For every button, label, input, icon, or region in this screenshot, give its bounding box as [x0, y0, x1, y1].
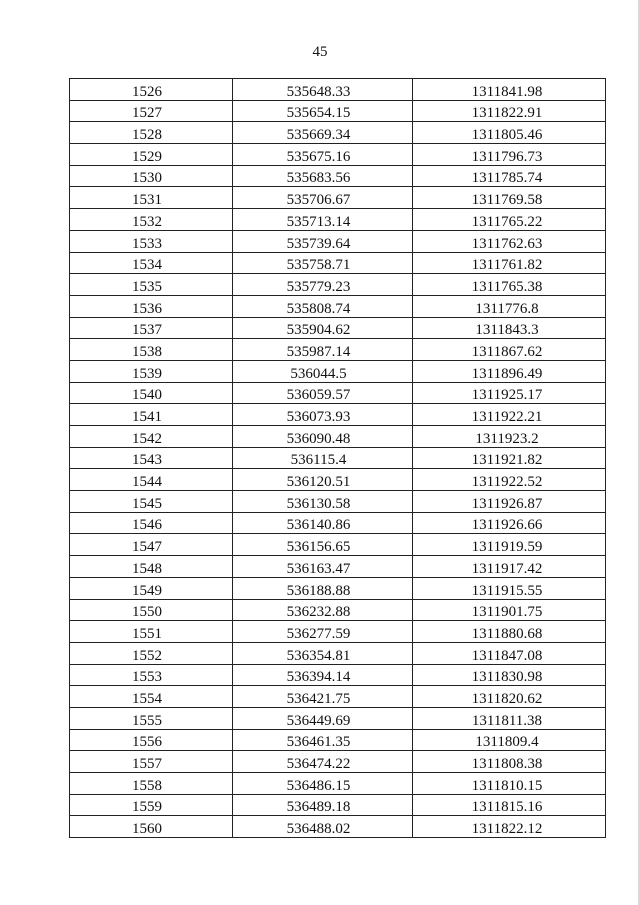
x-coordinate-cell: 536140.86	[233, 512, 413, 534]
point-number-cell: 1546	[70, 512, 233, 534]
table-row	[70, 79, 606, 101]
point-number-cell: 1544	[70, 469, 233, 491]
y-coordinate-cell: 1311841.98	[413, 79, 606, 101]
point-number-cell: 1539	[70, 360, 233, 382]
x-coordinate-cell: 535675.16	[233, 144, 413, 166]
point-number-cell: 1554	[70, 686, 233, 708]
x-coordinate-cell: 535654.15	[233, 100, 413, 122]
y-coordinate-cell: 1311796.73	[413, 144, 606, 166]
y-coordinate-cell: 1311926.66	[413, 512, 606, 534]
x-coordinate-cell: 536486.15	[233, 773, 413, 795]
x-coordinate-cell: 536044.5	[233, 360, 413, 382]
y-coordinate-cell: 1311761.82	[413, 252, 606, 274]
x-coordinate-cell: 536474.22	[233, 751, 413, 773]
y-coordinate-cell: 1311830.98	[413, 664, 606, 686]
point-number-cell: 1553	[70, 664, 233, 686]
x-coordinate-cell: 536461.35	[233, 729, 413, 751]
point-number-cell: 1536	[70, 295, 233, 317]
y-coordinate-cell: 1311769.58	[413, 187, 606, 209]
x-coordinate-cell: 536130.58	[233, 491, 413, 513]
table-row	[70, 274, 606, 296]
point-number-cell: 1527	[70, 100, 233, 122]
x-coordinate-cell: 535739.64	[233, 230, 413, 252]
point-number-cell: 1528	[70, 122, 233, 144]
table-row	[70, 773, 606, 795]
x-coordinate-cell: 535713.14	[233, 209, 413, 231]
point-number-cell: 1533	[70, 230, 233, 252]
table-row	[70, 122, 606, 144]
x-coordinate-cell: 536090.48	[233, 426, 413, 448]
table-row	[70, 426, 606, 448]
y-coordinate-cell: 1311762.63	[413, 230, 606, 252]
table-row	[70, 230, 606, 252]
y-coordinate-cell: 1311922.52	[413, 469, 606, 491]
table-row	[70, 209, 606, 231]
y-coordinate-cell: 1311811.38	[413, 707, 606, 729]
y-coordinate-cell: 1311785.74	[413, 165, 606, 187]
point-number-cell: 1543	[70, 447, 233, 469]
x-coordinate-cell: 535904.62	[233, 317, 413, 339]
y-coordinate-cell: 1311915.55	[413, 577, 606, 599]
x-coordinate-cell: 535808.74	[233, 295, 413, 317]
table-row	[70, 621, 606, 643]
table-row	[70, 339, 606, 361]
x-coordinate-cell: 536073.93	[233, 404, 413, 426]
point-number-cell: 1541	[70, 404, 233, 426]
y-coordinate-cell: 1311867.62	[413, 339, 606, 361]
x-coordinate-cell: 536232.88	[233, 599, 413, 621]
point-number-cell: 1560	[70, 816, 233, 838]
table-row	[70, 686, 606, 708]
point-number-cell: 1555	[70, 707, 233, 729]
x-coordinate-cell: 536163.47	[233, 556, 413, 578]
table-row	[70, 382, 606, 404]
x-coordinate-cell: 535706.67	[233, 187, 413, 209]
point-number-cell: 1529	[70, 144, 233, 166]
y-coordinate-cell: 1311919.59	[413, 534, 606, 556]
y-coordinate-cell: 1311822.12	[413, 816, 606, 838]
point-number-cell: 1556	[70, 729, 233, 751]
point-number-cell: 1557	[70, 751, 233, 773]
table-row	[70, 100, 606, 122]
x-coordinate-cell: 535683.56	[233, 165, 413, 187]
point-number-cell: 1534	[70, 252, 233, 274]
point-number-cell: 1530	[70, 165, 233, 187]
y-coordinate-cell: 1311822.91	[413, 100, 606, 122]
point-number-cell: 1547	[70, 534, 233, 556]
point-number-cell: 1552	[70, 642, 233, 664]
y-coordinate-cell: 1311923.2	[413, 426, 606, 448]
point-number-cell: 1549	[70, 577, 233, 599]
y-coordinate-cell: 1311896.49	[413, 360, 606, 382]
x-coordinate-cell: 536156.65	[233, 534, 413, 556]
table-row	[70, 295, 606, 317]
table-row	[70, 187, 606, 209]
y-coordinate-cell: 1311810.15	[413, 773, 606, 795]
y-coordinate-cell: 1311925.17	[413, 382, 606, 404]
y-coordinate-cell: 1311922.21	[413, 404, 606, 426]
x-coordinate-cell: 536115.4	[233, 447, 413, 469]
table-row	[70, 144, 606, 166]
y-coordinate-cell: 1311808.38	[413, 751, 606, 773]
y-coordinate-cell: 1311815.16	[413, 794, 606, 816]
point-number-cell: 1526	[70, 79, 233, 101]
point-number-cell: 1550	[70, 599, 233, 621]
table-row	[70, 556, 606, 578]
table-row	[70, 664, 606, 686]
x-coordinate-cell: 536120.51	[233, 469, 413, 491]
point-number-cell: 1532	[70, 209, 233, 231]
table-row	[70, 252, 606, 274]
y-coordinate-cell: 1311765.38	[413, 274, 606, 296]
table-row	[70, 816, 606, 838]
point-number-cell: 1559	[70, 794, 233, 816]
point-number-cell: 1538	[70, 339, 233, 361]
point-number-cell: 1548	[70, 556, 233, 578]
y-coordinate-cell: 1311805.46	[413, 122, 606, 144]
table-row	[70, 404, 606, 426]
coordinates-table-body	[70, 79, 606, 838]
y-coordinate-cell: 1311820.62	[413, 686, 606, 708]
point-number-cell: 1551	[70, 621, 233, 643]
point-number-cell: 1537	[70, 317, 233, 339]
table-row	[70, 512, 606, 534]
table-row	[70, 751, 606, 773]
x-coordinate-cell: 536059.57	[233, 382, 413, 404]
y-coordinate-cell: 1311809.4	[413, 729, 606, 751]
table-row	[70, 794, 606, 816]
point-number-cell: 1545	[70, 491, 233, 513]
table-row	[70, 599, 606, 621]
y-coordinate-cell: 1311776.8	[413, 295, 606, 317]
page-number: 45	[312, 44, 328, 60]
y-coordinate-cell: 1311880.68	[413, 621, 606, 643]
x-coordinate-cell: 535669.34	[233, 122, 413, 144]
x-coordinate-cell: 536488.02	[233, 816, 413, 838]
y-coordinate-cell: 1311901.75	[413, 599, 606, 621]
x-coordinate-cell: 535758.71	[233, 252, 413, 274]
point-number-cell: 1531	[70, 187, 233, 209]
y-coordinate-cell: 1311917.42	[413, 556, 606, 578]
x-coordinate-cell: 536421.75	[233, 686, 413, 708]
table-row	[70, 360, 606, 382]
x-coordinate-cell: 535987.14	[233, 339, 413, 361]
table-row	[70, 577, 606, 599]
y-coordinate-cell: 1311926.87	[413, 491, 606, 513]
coordinates-table	[69, 78, 606, 838]
x-coordinate-cell: 535779.23	[233, 274, 413, 296]
table-row	[70, 165, 606, 187]
table-row	[70, 447, 606, 469]
x-coordinate-cell: 536449.69	[233, 707, 413, 729]
table-row	[70, 491, 606, 513]
x-coordinate-cell: 535648.33	[233, 79, 413, 101]
y-coordinate-cell: 1311847.08	[413, 642, 606, 664]
x-coordinate-cell: 536394.14	[233, 664, 413, 686]
x-coordinate-cell: 536354.81	[233, 642, 413, 664]
table-row	[70, 469, 606, 491]
table-row	[70, 534, 606, 556]
table-row	[70, 317, 606, 339]
x-coordinate-cell: 536188.88	[233, 577, 413, 599]
x-coordinate-cell: 536489.18	[233, 794, 413, 816]
point-number-cell: 1542	[70, 426, 233, 448]
point-number-cell: 1535	[70, 274, 233, 296]
x-coordinate-cell: 536277.59	[233, 621, 413, 643]
point-number-cell: 1558	[70, 773, 233, 795]
table-row	[70, 642, 606, 664]
table-row	[70, 707, 606, 729]
table-row	[70, 729, 606, 751]
y-coordinate-cell: 1311765.22	[413, 209, 606, 231]
y-coordinate-cell: 1311843.3	[413, 317, 606, 339]
point-number-cell: 1540	[70, 382, 233, 404]
y-coordinate-cell: 1311921.82	[413, 447, 606, 469]
